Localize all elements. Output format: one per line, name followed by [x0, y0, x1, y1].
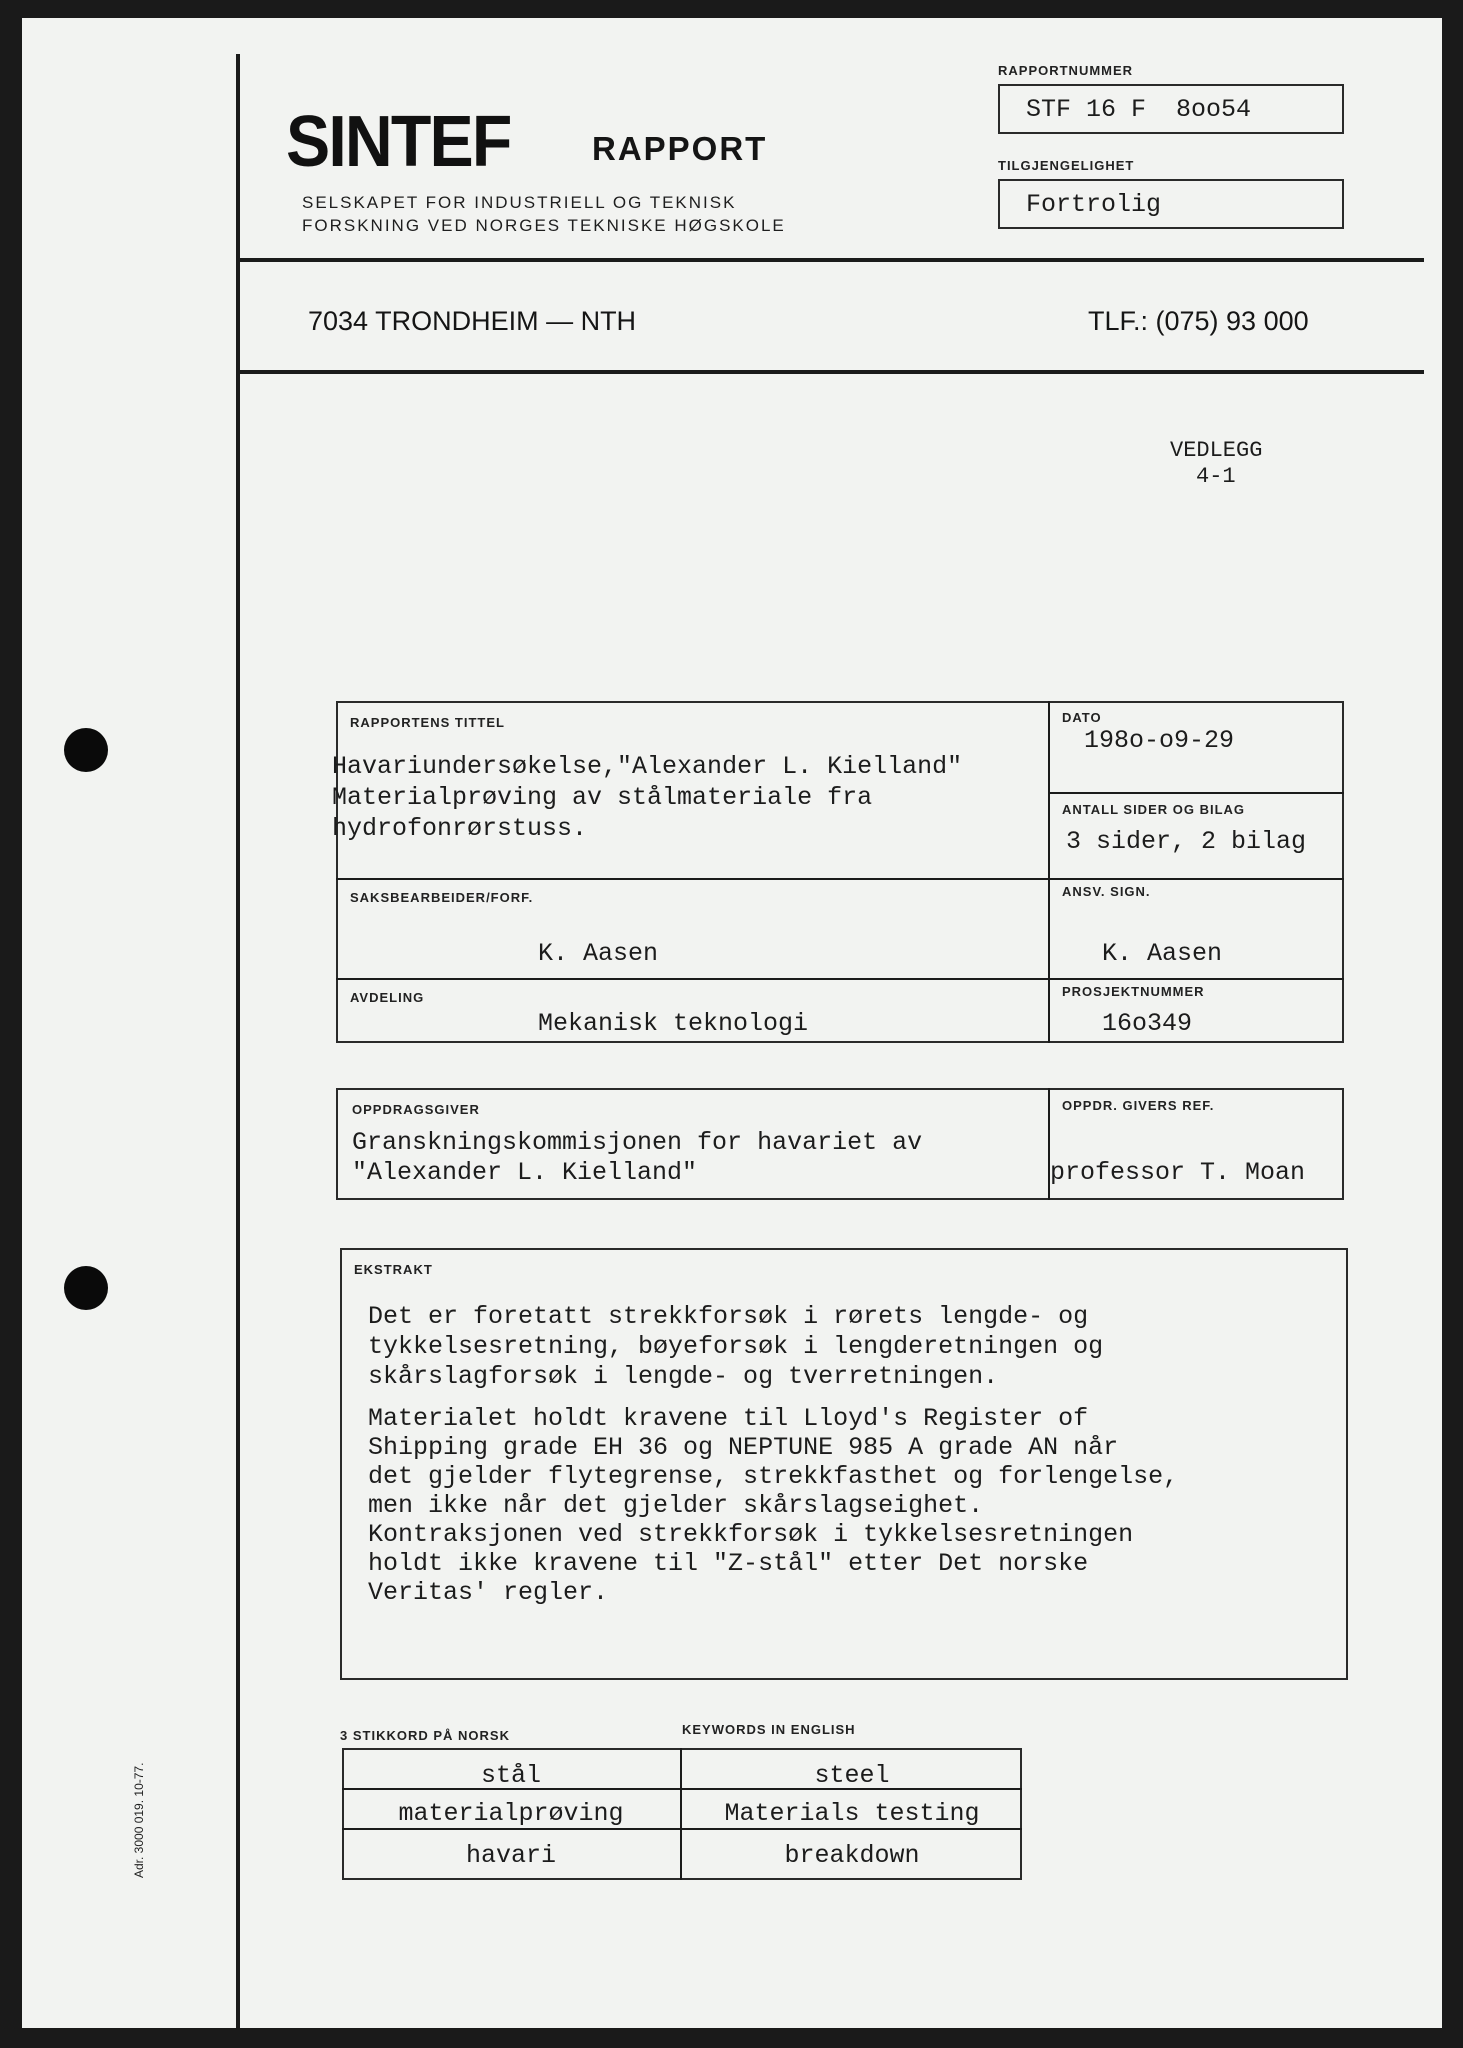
org-line-1: SELSKAPET FOR INDUSTRIELL OG TEKNISK [302, 193, 737, 212]
form-divider-author [336, 878, 1344, 880]
sign-label: ANSV. SIGN. [1062, 884, 1151, 899]
keyword-no-2: materialprøving [398, 1799, 624, 1828]
org-line-2: FORSKNING VED NORGES TEKNISKE HØGSKOLE [302, 216, 786, 235]
author-label: SAKSBEARBEIDER/FORF. [350, 890, 534, 905]
form-divider-pages [1048, 792, 1344, 794]
punch-hole-top [64, 728, 108, 772]
dept-label: AVDELING [350, 990, 425, 1005]
client-ref-label: OPPDR. GIVERS REF. [1062, 1098, 1215, 1113]
header-rule-top [238, 258, 1424, 262]
attachment-line-2: 4-1 [1196, 464, 1236, 489]
abstract-p1-line-2: tykkelsesretning, bøyeforsøk i lengderetningen og [368, 1332, 1104, 1361]
client-line-2: "Alexander L. Kielland" [352, 1158, 698, 1187]
address: 7034 TRONDHEIM — NTH [308, 306, 637, 336]
availability-value: Fortrolig [1026, 190, 1162, 219]
title-line-3: hydrofonrørstuss. [332, 814, 588, 843]
title-label: RAPPORTENS TITTEL [350, 715, 505, 730]
client-ref-value: professor T. Moan [1050, 1158, 1306, 1187]
abstract-p2-line-4: men ikke når det gjelder skårslagseighet. [368, 1491, 984, 1520]
margin-rule [236, 54, 240, 2028]
project-value: 16o349 [1102, 1009, 1193, 1038]
sintef-logo: SINTEF [286, 102, 511, 182]
client-line-1: Granskningskommisjonen for havariet av [352, 1128, 923, 1157]
title-line-2: Materialprøving av stålmateriale fra [332, 783, 873, 812]
form-divider-vertical [1048, 701, 1050, 1043]
attachment-line-1: VEDLEGG [1170, 438, 1263, 463]
abstract-label: EKSTRAKT [354, 1262, 433, 1277]
abstract-p2-line-6: holdt ikke kravene til "Z-stål" etter Det norske [368, 1549, 1089, 1578]
client-label: OPPDRAGSGIVER [352, 1102, 480, 1117]
form-code: Adr. 3000 019. 10-77. [132, 1762, 146, 1878]
project-label: PROSJEKTNUMMER [1062, 984, 1205, 999]
abstract-p1-line-3: skårslagforsøk i lengde- og tverretningen. [368, 1362, 999, 1391]
author-value: K. Aasen [538, 939, 659, 968]
report-heading: RAPPORT [592, 130, 768, 167]
availability-box [998, 179, 1344, 229]
keyword-no-1: stål [480, 1761, 541, 1790]
keyword-en-3: breakdown [784, 1841, 920, 1870]
date-value: 198o-o9-29 [1084, 726, 1235, 755]
keyword-no-3: havari [465, 1841, 556, 1870]
header-rule-bottom [238, 370, 1424, 374]
pages-label: ANTALL SIDER OG BILAG [1062, 802, 1246, 817]
abstract-p2-line-7: Veritas' regler. [368, 1578, 609, 1607]
dept-value: Mekanisk teknologi [538, 1009, 809, 1038]
abstract-p2-line-2: Shipping grade EH 36 og NEPTUNE 985 A grade AN når [368, 1433, 1119, 1462]
abstract-p2-line-5: Kontraksjonen ved strekkforsøk i tykkelsesretningen [368, 1520, 1134, 1549]
abstract-p2-line-1: Materialet holdt kravene til Lloyd's Register of [368, 1404, 1089, 1433]
keywords-english-label: KEYWORDS IN ENGLISH [682, 1722, 856, 1737]
punch-hole-bottom [64, 1266, 108, 1310]
pages-value: 3 sider, 2 bilag [1066, 827, 1307, 856]
title-line-1: Havariundersøkelse,"Alexander L. Kielland" [332, 752, 963, 781]
abstract-p2-line-3: det gjelder flytegrense, strekkfasthet og forlengelse, [368, 1462, 1179, 1491]
report-number-value: STF 16 F 8oo54 [1026, 95, 1252, 124]
report-number-label: RAPPORTNUMMER [998, 63, 1134, 78]
report-number-box [998, 84, 1344, 134]
keyword-en-2: Materials testing [724, 1799, 980, 1828]
phone: TLF.: (075) 93 000 [1088, 306, 1309, 336]
keywords-norsk-label: 3 STIKKORD PÅ NORSK [340, 1728, 510, 1743]
date-label: DATO [1062, 710, 1102, 725]
document-page [22, 18, 1442, 2028]
availability-label: TILGJENGELIGHET [998, 158, 1135, 173]
form-divider-dept [336, 978, 1344, 980]
keyword-en-1: steel [814, 1761, 890, 1790]
sign-value: K. Aasen [1102, 939, 1223, 968]
abstract-p1-line-1: Det er foretatt strekkforsøk i rørets lengde- og [368, 1302, 1089, 1331]
